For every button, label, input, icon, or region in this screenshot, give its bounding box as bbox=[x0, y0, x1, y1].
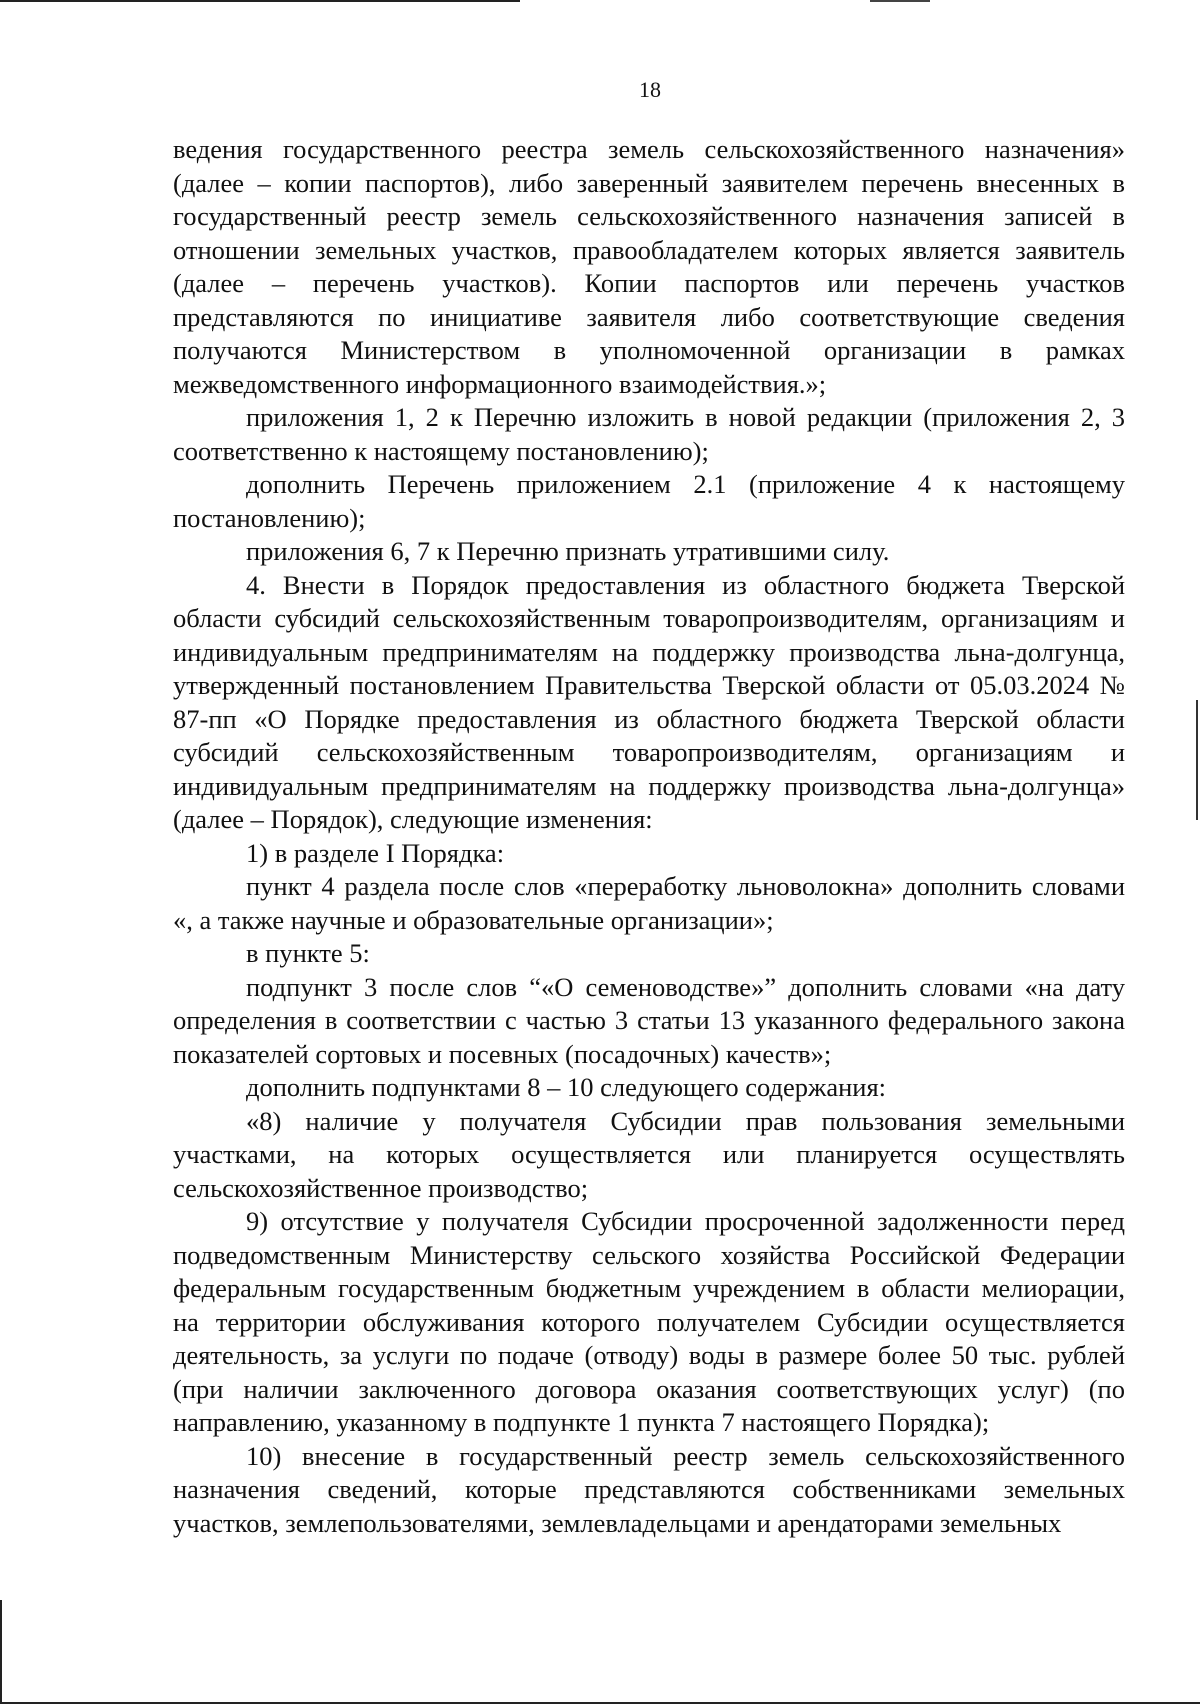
page-number: 18 bbox=[639, 77, 661, 102]
paragraph: пункт 4 раздела после слов «переработку льноволокна» дополнить словами «, а также научные и образовательные организации»; bbox=[173, 871, 1125, 935]
paragraph: приложения 6, 7 к Перечню признать утратившими силу. bbox=[246, 536, 890, 566]
scan-edge-line bbox=[870, 0, 930, 2]
paragraph: 4. Внести в Порядок предоставления из областного бюджета Тверской области субсидий сельскохозяйственным товаропроизводителям, организациям и индивидуальным предпринимателям на поддержку производства льна-долгунца, утвержденный постановлением Правительства Тверской области от 05.03.2024 № 87-пп «О Порядке предоставления из областного бюджета Тверской области субсидий сельскохозяйственным товаропроизводителям, организациям и индивидуальным предпринимателям на поддержку производства льна-долгунца» (далее – Порядок), следующие изменения: bbox=[173, 569, 1125, 834]
paragraph: дополнить подпунктами 8 – 10 следующего содержания: bbox=[246, 1072, 887, 1102]
paragraph: в пункте 5: bbox=[246, 938, 370, 968]
scan-edge-line bbox=[1196, 700, 1198, 820]
document-body bbox=[173, 133, 1125, 1540]
scan-edge-line bbox=[0, 1702, 1200, 1704]
scan-edge-line bbox=[0, 0, 520, 2]
scan-edge-line bbox=[0, 1600, 2, 1704]
paragraph: «8) наличие у получателя Субсидии прав пользования земельными участками, на которых осуществляется или планируется осуществлять сельскохозяйственное производство; bbox=[173, 1105, 1125, 1203]
paragraph: 10) внесение в государственный реестр земель сельскохозяйственного назначения сведений, которые представляются собственниками земельных участков, землепользователями, землевладельцами и арендаторами земельных bbox=[173, 1440, 1125, 1538]
paragraph: 1) в разделе I Порядка: bbox=[246, 837, 505, 868]
paragraph: ведения государственного реестра земель сельскохозяйственного назначения» (далее – копии паспортов), либо заверенный заявителем перечень внесенных в государственный реестр земель сельскохозяйственного назначения записей в отношении земельных участков, правообладателем которых является заявитель (далее – перечень участков). Копии паспортов или перечень участков представляются по инициативе заявителя либо соответствующие сведения получаются Министерством в уполномоченной организации в рамках межведомственного информационного взаимодействия.»; bbox=[173, 134, 1125, 399]
paragraph: дополнить Перечень приложением 2.1 (приложение 4 к настоящему постановлению); bbox=[173, 469, 1125, 533]
paragraph: подпункт 3 после слов “«О семеноводстве»” дополнить словами «на дату определения в соответствии с частью 3 статьи 13 указанного федерального закона показателей сортовых и посевных (посадочных) качеств»; bbox=[173, 971, 1125, 1069]
paragraph: 9) отсутствие у получателя Субсидии просроченной задолженности перед подведомственным Министерству сельского хозяйства Российской Федерации федеральным государственным бюджетным учреждением в области мелиорации, на территории обслуживания которого получателем Субсидии осуществляется деятельность, за услуги по подаче (отводу) воды в размере более 50 тыс. рублей (при наличии заключенного договора оказания соответствующих услуг) (по направлению, указанному в подпункте 1 пункта 7 настоящего Порядка); bbox=[173, 1206, 1125, 1437]
paragraph: приложения 1, 2 к Перечню изложить в новой редакции (приложения 2, 3 соответственно к настоящему постановлению); bbox=[173, 402, 1125, 466]
